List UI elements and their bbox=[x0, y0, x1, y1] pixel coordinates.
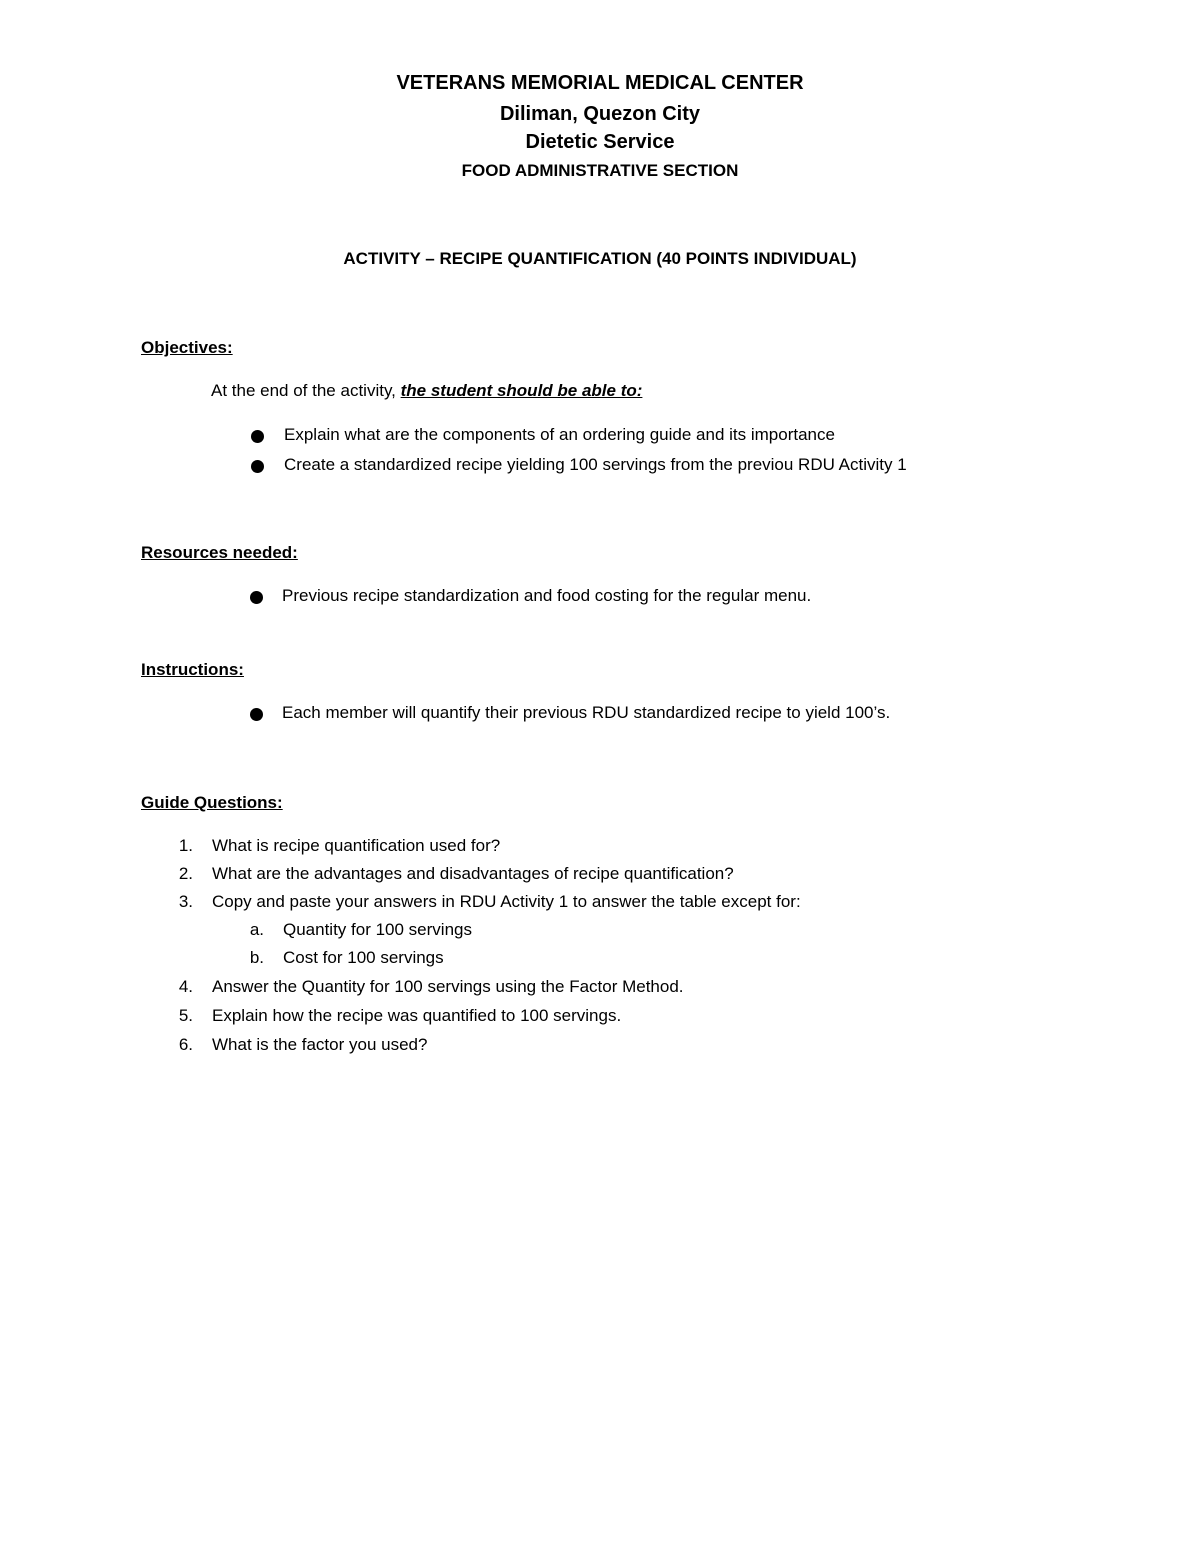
list-marker: 2. bbox=[178, 864, 193, 883]
list-marker: 3. bbox=[178, 892, 193, 911]
list-item-text: Quantity for 100 servings bbox=[283, 920, 472, 939]
resource-item: Previous recipe standardization and food costing for the regular menu. bbox=[282, 586, 812, 605]
list-item-text: Copy and paste your answers in RDU Activity 1 to answer the table except for: bbox=[212, 892, 801, 911]
list-item-text: Answer the Quantity for 100 servings using the Factor Method. bbox=[212, 977, 684, 996]
resources-heading: Resources needed: bbox=[141, 543, 298, 562]
objective-item: Create a standardized recipe yielding 100 servings from the previou RDU Activity 1 bbox=[284, 455, 907, 474]
section-name: FOOD ADMINISTRATIVE SECTION bbox=[461, 161, 739, 180]
objective-item: Explain what are the components of an ordering guide and its importance bbox=[284, 425, 835, 444]
organization-location: Diliman, Quezon City bbox=[499, 103, 701, 125]
activity-title: ACTIVITY – RECIPE QUANTIFICATION (40 POINTS INDIVIDUAL) bbox=[343, 249, 857, 268]
instructions-heading: Instructions: bbox=[141, 660, 244, 679]
list-item-text: What is the factor you used? bbox=[212, 1035, 428, 1054]
organization-name: VETERANS MEMORIAL MEDICAL CENTER bbox=[396, 72, 804, 94]
instruction-item: Each member will quantify their previous RDU standardized recipe to yield 100’s. bbox=[282, 703, 891, 722]
objectives-heading: Objectives: bbox=[141, 338, 233, 357]
objectives-intro bbox=[211, 381, 642, 401]
list-item-text: What is recipe quantification used for? bbox=[212, 836, 501, 855]
list-item-text: Cost for 100 servings bbox=[283, 948, 444, 967]
objectives-intro-plain: At the end of the activity, bbox=[211, 381, 401, 400]
list-marker: 1. bbox=[178, 836, 193, 855]
bullet-icon bbox=[250, 708, 263, 721]
list-item-text: What are the advantages and disadvantages of recipe quantification? bbox=[212, 864, 734, 883]
list-item-text: Explain how the recipe was quantified to 100 servings. bbox=[212, 1006, 622, 1025]
bullet-icon bbox=[251, 460, 264, 473]
objectives-intro-emphasis: the student should be able to: bbox=[400, 381, 643, 400]
bullet-icon bbox=[251, 430, 264, 443]
list-marker: 6. bbox=[178, 1035, 193, 1054]
list-marker: 5. bbox=[178, 1006, 193, 1025]
list-marker: 4. bbox=[178, 977, 193, 996]
guide-questions-heading: Guide Questions: bbox=[141, 793, 283, 812]
list-marker: b. bbox=[249, 948, 264, 967]
bullet-icon bbox=[250, 591, 263, 604]
list-marker: a. bbox=[249, 920, 264, 939]
service-name: Dietetic Service bbox=[525, 131, 675, 153]
